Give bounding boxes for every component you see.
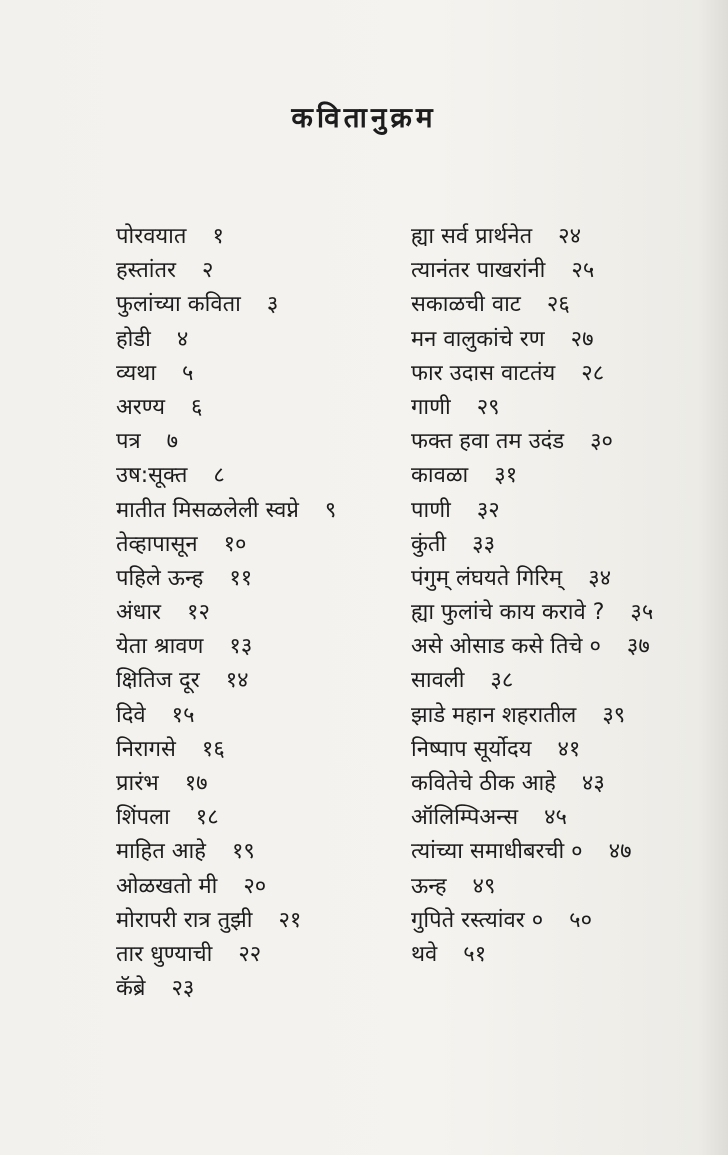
page-number: १७ <box>184 771 208 796</box>
page-number: ४३ <box>581 771 605 796</box>
poem-title: कॅब्रे <box>116 976 146 1002</box>
page-number: ३९ <box>602 702 626 728</box>
poem-title: थवे <box>411 941 438 967</box>
page-number: ४७ <box>608 839 632 865</box>
page-number: ३४ <box>588 565 612 591</box>
page-number: ३१ <box>494 463 518 489</box>
poem-title: पोरवयात <box>116 224 187 249</box>
contents-entry <box>411 494 711 528</box>
poem-title: पहिले ऊन्ह <box>116 565 204 591</box>
page-number: १८ <box>195 805 219 831</box>
contents-entry <box>116 323 396 357</box>
page-number: ४१ <box>557 736 581 762</box>
page-number: ३८ <box>490 668 514 694</box>
page-number: १९ <box>231 839 255 865</box>
contents-entry <box>411 664 711 698</box>
page-number: २ <box>202 258 214 284</box>
poem-title: गुपिते रस्त्यांवर ० <box>411 907 544 933</box>
page-number: ९ <box>324 497 337 523</box>
page-number: ३ <box>266 292 279 318</box>
page-number: १२ <box>187 600 210 626</box>
page-number: ३७ <box>626 634 650 660</box>
contents-entry <box>116 801 396 835</box>
contents-entry <box>116 630 396 664</box>
page-number: ३५ <box>630 600 654 626</box>
poem-title: क्षितिज दूर <box>116 668 200 694</box>
contents-entry <box>411 767 711 801</box>
contents-entry <box>411 459 711 493</box>
contents-entry <box>116 391 396 425</box>
contents-entry <box>116 425 396 459</box>
contents-entry <box>116 288 396 322</box>
page-number: ४९ <box>472 873 496 899</box>
poem-title: मातीत मिसळलेली स्वप्ने <box>116 497 299 523</box>
page-number: २९ <box>476 394 500 420</box>
contents-entry <box>116 494 396 528</box>
page-title: कवितानुक्रम <box>291 101 437 134</box>
contents-entry <box>116 699 396 733</box>
poem-title: प्रारंभ <box>116 771 159 796</box>
page-number: ५ <box>182 360 194 386</box>
contents-entry <box>411 870 711 904</box>
contents-entry <box>116 972 396 1006</box>
poem-title: होडी <box>116 326 151 352</box>
page-number: १० <box>223 531 247 557</box>
page-number: २४ <box>558 224 582 249</box>
poem-title: गाणी <box>411 394 451 420</box>
contents-entry <box>116 528 396 562</box>
poem-title: पाणी <box>411 497 451 523</box>
poem-title: सकाळची वाट <box>411 292 521 318</box>
poem-title: झाडे महान शहरातील <box>411 702 577 728</box>
contents-entry <box>411 220 711 254</box>
poem-title: दिवे <box>116 702 146 728</box>
poem-title: निष्पाप सूर्योदय <box>411 736 532 762</box>
contents-entry <box>411 630 711 664</box>
contents-entry <box>116 835 396 869</box>
poem-title: कावळा <box>411 463 469 489</box>
poem-title: मोरापरी रात्र तुझी <box>116 907 253 933</box>
poem-title: ह्या सर्व प्रार्थनेत <box>411 224 533 249</box>
poem-title: तेव्हापासून <box>116 531 198 557</box>
poem-title: व्यथा <box>116 360 157 386</box>
contents-entry <box>116 357 396 391</box>
contents-entry <box>116 459 396 493</box>
page-number: १५ <box>171 702 195 728</box>
contents-entry <box>411 562 711 596</box>
contents-entry <box>411 425 711 459</box>
poem-title: कुंती <box>411 531 447 557</box>
contents-entry <box>411 938 711 972</box>
page-number: ८ <box>213 463 225 489</box>
contents-entry <box>116 562 396 596</box>
page-number: २८ <box>581 360 605 386</box>
page-number: ५० <box>569 907 593 933</box>
poem-title: निरागसे <box>116 736 176 762</box>
contents-entry <box>116 870 396 904</box>
page-number: ३३ <box>472 531 496 557</box>
page-number: २२ <box>238 941 262 967</box>
poem-title: कवितेचे ठीक आहे <box>411 771 556 796</box>
poem-title: तार धुण्याची <box>116 941 213 967</box>
page-number: ७ <box>166 429 179 455</box>
contents-entry <box>116 596 396 630</box>
poem-title: मन वालुकांचे रण <box>411 326 545 352</box>
contents-entry <box>411 528 711 562</box>
poem-title: अंधार <box>116 600 162 626</box>
poem-title: ओळखतो मी <box>116 873 218 899</box>
contents-entry <box>411 596 711 630</box>
contents-entry <box>411 391 711 425</box>
page-number: ३२ <box>476 497 500 523</box>
page-number: १६ <box>201 736 225 762</box>
contents-entry <box>411 323 711 357</box>
page-number: ५१ <box>463 941 487 967</box>
page-number: १४ <box>225 668 249 694</box>
contents-entry <box>116 938 396 972</box>
poem-title: त्यांच्या समाधीबरची ० <box>411 839 583 865</box>
contents-column-left <box>116 220 396 1006</box>
contents-entry <box>116 767 396 801</box>
page-number: ३० <box>590 429 613 455</box>
contents-entry <box>411 904 711 938</box>
poem-title: सावली <box>411 668 465 694</box>
contents-entry <box>116 254 396 288</box>
contents-entry <box>411 801 711 835</box>
poem-title: असे ओसाड कसे तिचे ० <box>411 634 601 660</box>
poem-title: पत्र <box>116 429 141 455</box>
contents-entry <box>411 835 711 869</box>
poem-title: माहित आहे <box>116 839 206 865</box>
contents-entry <box>116 733 396 767</box>
contents-entry <box>116 664 396 698</box>
contents-entry <box>116 904 396 938</box>
poem-title: फक्त हवा तम उदंड <box>411 429 565 455</box>
poem-title: फार उदास वाटतंय <box>411 360 556 386</box>
page-number: २७ <box>570 326 594 352</box>
poem-title: शिंपला <box>116 805 170 831</box>
page-number: २१ <box>278 907 302 933</box>
contents-entry <box>411 733 711 767</box>
page-number: ६ <box>191 394 203 420</box>
poem-title: त्यानंतर पाखरांनी <box>411 258 546 284</box>
poem-title: अरण्य <box>116 394 166 420</box>
page-number: ११ <box>229 565 253 591</box>
page-number: १३ <box>229 634 253 660</box>
poem-title: ह्या फुलांचे काय करावे ? <box>411 600 605 626</box>
page-number: २६ <box>546 292 570 318</box>
contents-column-right <box>411 220 711 972</box>
poem-title: हस्तांतर <box>116 258 177 284</box>
poem-title: पंगुम् लंघयते गिरिम् <box>411 565 563 591</box>
page-number: २५ <box>571 258 595 284</box>
page-number: २० <box>243 873 267 899</box>
poem-title: ऑलिम्पिअन्स <box>411 805 519 831</box>
page-number: २३ <box>171 976 195 1002</box>
contents-entry <box>411 254 711 288</box>
contents-entry <box>411 357 711 391</box>
contents-entry <box>116 220 396 254</box>
poem-title: येता श्रावण <box>116 634 204 660</box>
poem-title: उष:सूक्त <box>116 463 188 489</box>
page-number: १ <box>212 224 224 249</box>
poem-title: ऊन्ह <box>411 873 447 899</box>
page-number: ४५ <box>544 805 567 831</box>
poem-title: फुलांच्या कविता <box>116 292 241 318</box>
contents-entry <box>411 288 711 322</box>
page-number: ४ <box>176 326 189 352</box>
contents-entry <box>411 699 711 733</box>
